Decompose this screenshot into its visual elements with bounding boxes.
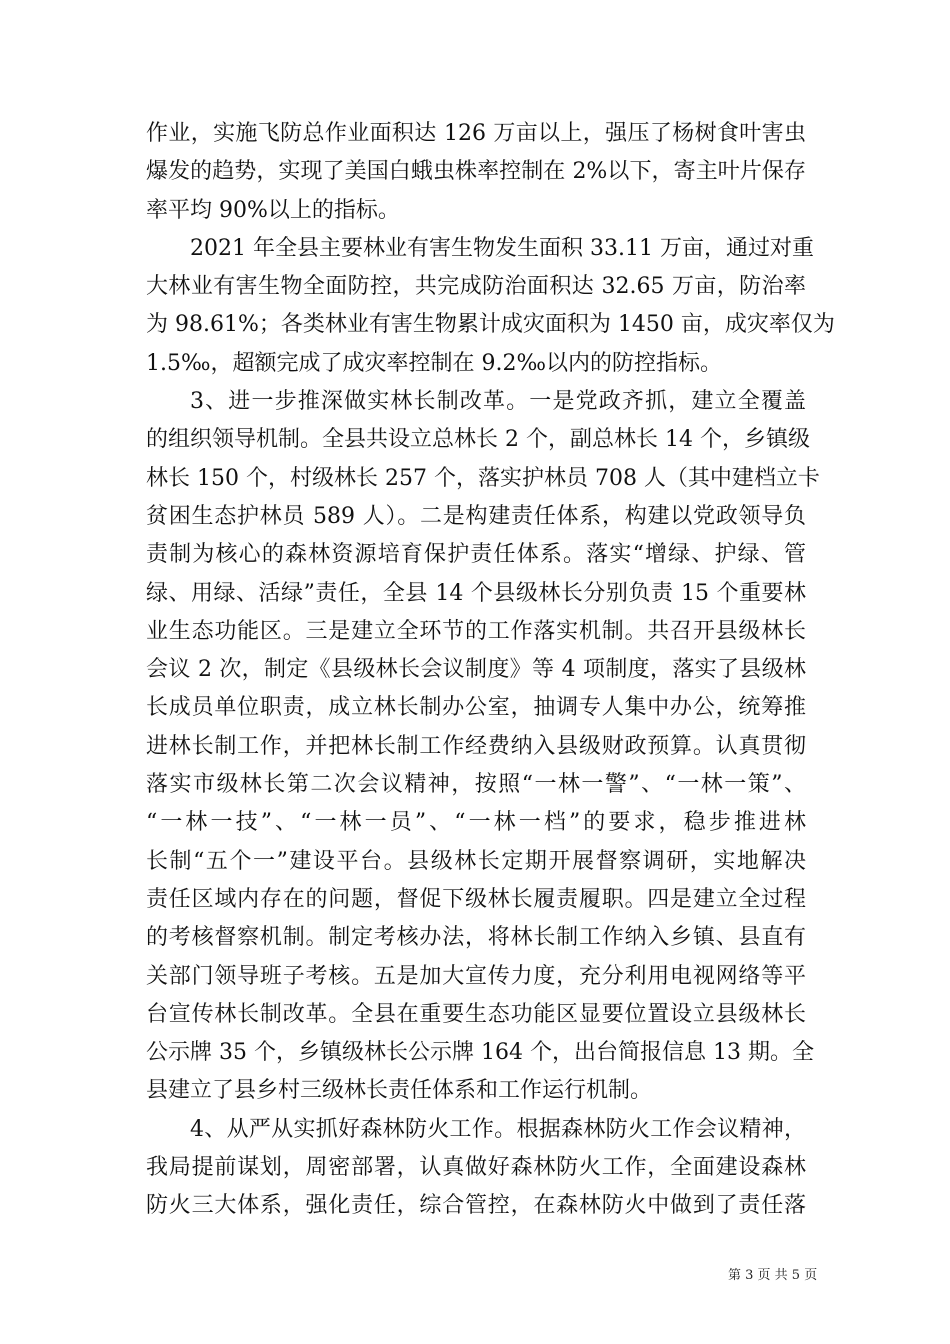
text-line: 率平均 90%以上的指标。 <box>146 197 400 223</box>
text-line: 业生态功能区。三是建立全环节的工作落实机制。共召开县级林长 <box>146 618 806 644</box>
text-line: 长成员单位职责，成立林长制办公室，抽调专人集中办公，统筹推 <box>146 695 806 721</box>
text-line: 进林长制工作，并把林长制工作经费纳入县级财政预算。认真贯彻 <box>146 733 806 759</box>
text-line: 绿、用绿、活绿”责任，全县 14 个县级林长分别负责 15 个重要林 <box>146 580 806 606</box>
text-line: 关部门领导班子考核。五是加大宣传力度，充分利用电视网络等平 <box>146 963 806 989</box>
text-line: 林长 150 个，村级林长 257 个，落实护林员 708 人（其中建档立卡 <box>146 465 820 491</box>
text-line: 作业，实施飞防总作业面积达 126 万亩以上，强压了杨树食叶害虫 <box>146 121 806 146</box>
text-line: 县建立了县乡村三级林长责任体系和工作运行机制。 <box>146 1078 653 1104</box>
text-line: 爆发的趋势，实现了美国白蛾虫株率控制在 2%以下，寄主叶片保存 <box>146 159 806 185</box>
page-number-footer: 第 3 页 共 5 页 <box>728 1268 818 1283</box>
text-line: 1.5‰，超额完成了成灾率控制在 9.2‰以内的防控指标。 <box>146 350 723 376</box>
text-line: 台宣传林长制改革。全县在重要生态功能区显要位置设立县级林长 <box>146 1001 806 1027</box>
text-line: 公示牌 35 个，乡镇级林长公示牌 164 个，出台简报信息 13 期。全 <box>146 1040 814 1066</box>
text-line: 4、从严从实抓好森林防火工作。根据森林防火工作会议精神， <box>190 1116 806 1142</box>
text-line: 落实市级林长第二次会议精神，按照“一林一警”、“一林一策”、 <box>146 772 806 798</box>
text-line: 为 98.61%；各类林业有害生物累计成灾面积为 1450 亩，成灾率仅为 <box>146 312 835 338</box>
text-line: 防火三大体系，强化责任，综合管控，在森林防火中做到了责任落 <box>146 1193 806 1219</box>
text-line: 3、进一步推深做实林长制改革。一是党政齐抓，建立全覆盖 <box>190 389 806 415</box>
text-line: “一林一技”、“一林一员”、“一林一档”的要求，稳步推进林 <box>146 810 806 836</box>
text-line: 的组织领导机制。全县共设立总林长 2 个，副总林长 14 个，乡镇级 <box>146 427 810 453</box>
text-line: 的考核督察机制。制定考核办法，将林长制工作纳入乡镇、县直有 <box>146 925 806 951</box>
text-line: 我局提前谋划，周密部署，认真做好森林防火工作，全面建设森林 <box>146 1155 806 1181</box>
text-line: 大林业有害生物全面防控，共完成防治面积达 32.65 万亩，防治率 <box>146 274 806 300</box>
text-line: 2021 年全县主要林业有害生物发生面积 33.11 万亩，通过对重 <box>190 235 814 261</box>
text-line: 责制为核心的森林资源培育保护责任体系。落实“增绿、护绿、管 <box>146 542 806 568</box>
document-body <box>146 115 835 1226</box>
text-line: 会议 2 次，制定《县级林长会议制度》等 4 项制度，落实了县级林 <box>146 657 806 683</box>
text-line: 责任区域内存在的问题，督促下级林长履责履职。四是建立全过程 <box>146 886 806 912</box>
text-line: 贫困生态护林员 589 人）。二是构建责任体系，构建以党政领导负 <box>146 503 806 529</box>
text-line: 长制“五个一”建设平台。县级林长定期开展督察调研，实地解决 <box>146 848 806 874</box>
